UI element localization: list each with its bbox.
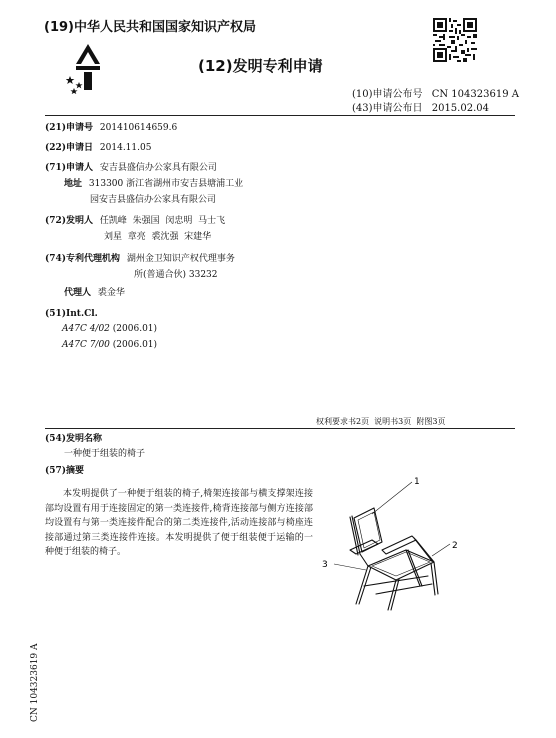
address-line-2: 园安吉县盛信办公家具有限公司 <box>90 195 217 205</box>
invention-title: 一种便于组装的椅子 <box>64 449 146 459</box>
classification-year-1: (2006.01) <box>112 324 158 334</box>
abstract-divider <box>45 428 515 429</box>
publication-date-label: (43)申请公布日 <box>352 103 423 114</box>
inventor-label: (72)发明人 <box>45 216 94 226</box>
address-label: 地址 <box>64 179 83 189</box>
document-type-title: (12)发明专利申请 <box>198 57 323 75</box>
inventors-line-1: 任凯峰 朱强国 闵忠明 马士飞 <box>99 216 226 226</box>
patent-agency-line-2: 所(普通合伙) 33232 <box>134 270 218 280</box>
inventors-line-2: 刘星 章亮 裘沈强 宋建华 <box>104 232 212 242</box>
qr-code <box>433 18 477 62</box>
publication-number: CN 104323619 A <box>431 89 519 100</box>
abstract-text: 本发明提供了一种便于组装的椅子,椅架连接部与横支撑架连接部均设置有用于连接固定的第一类连接件,椅背连接部与侧方连接部均设置有与第一类连接件配合的第二类连接件,活动连接部与椅座连接部通过第三类连接件连接。本发明提供了便于组装便于运输的一种便于组装的椅子。 <box>45 489 313 558</box>
application-number-label: (21)申请号 <box>45 123 94 133</box>
patent-office-emblem-icon <box>66 42 110 94</box>
applicant-label: (71)申请人 <box>45 163 94 173</box>
classification-year-2: (2006.01) <box>112 340 158 350</box>
page-count-info: 权利要求书2页 说明书3页 附图3页 <box>316 417 446 426</box>
figure-label-2: 2 <box>452 541 458 551</box>
application-number: 201410614659.6 <box>99 123 178 133</box>
side-publication-number: CN 104323619 A <box>30 643 40 722</box>
header-divider <box>45 115 515 116</box>
classification-code-2: A47C 7/00 <box>62 340 110 350</box>
publication-number-label: (10)申请公布号 <box>352 89 423 100</box>
classification-code-1: A47C 4/02 <box>62 324 110 334</box>
applicant-name: 安吉县盛信办公家具有限公司 <box>99 163 217 173</box>
agent-label: 代理人 <box>64 288 92 298</box>
figure-label-1: 1 <box>414 477 420 487</box>
chair-figure <box>316 470 476 620</box>
invention-title-label: (54)发明名称 <box>45 434 103 444</box>
address-line-1: 313300 浙江省湖州市安吉县塘浦工业 <box>88 179 244 189</box>
application-date: 2014.11.05 <box>99 143 152 153</box>
publication-date: 2015.02.04 <box>431 103 489 114</box>
int-cl-label: (51)Int.Cl. <box>45 309 98 319</box>
patent-agency-label: (74)专利代理机构 <box>45 254 121 264</box>
application-date-label: (22)申请日 <box>45 143 94 153</box>
office-title: (19)中华人民共和国国家知识产权局 <box>44 20 256 35</box>
agent-name: 裘金华 <box>97 288 125 298</box>
abstract-label: (57)摘要 <box>45 466 85 476</box>
patent-agency-line-1: 湖州金卫知识产权代理事务 <box>126 254 235 264</box>
figure-label-3: 3 <box>322 560 328 570</box>
